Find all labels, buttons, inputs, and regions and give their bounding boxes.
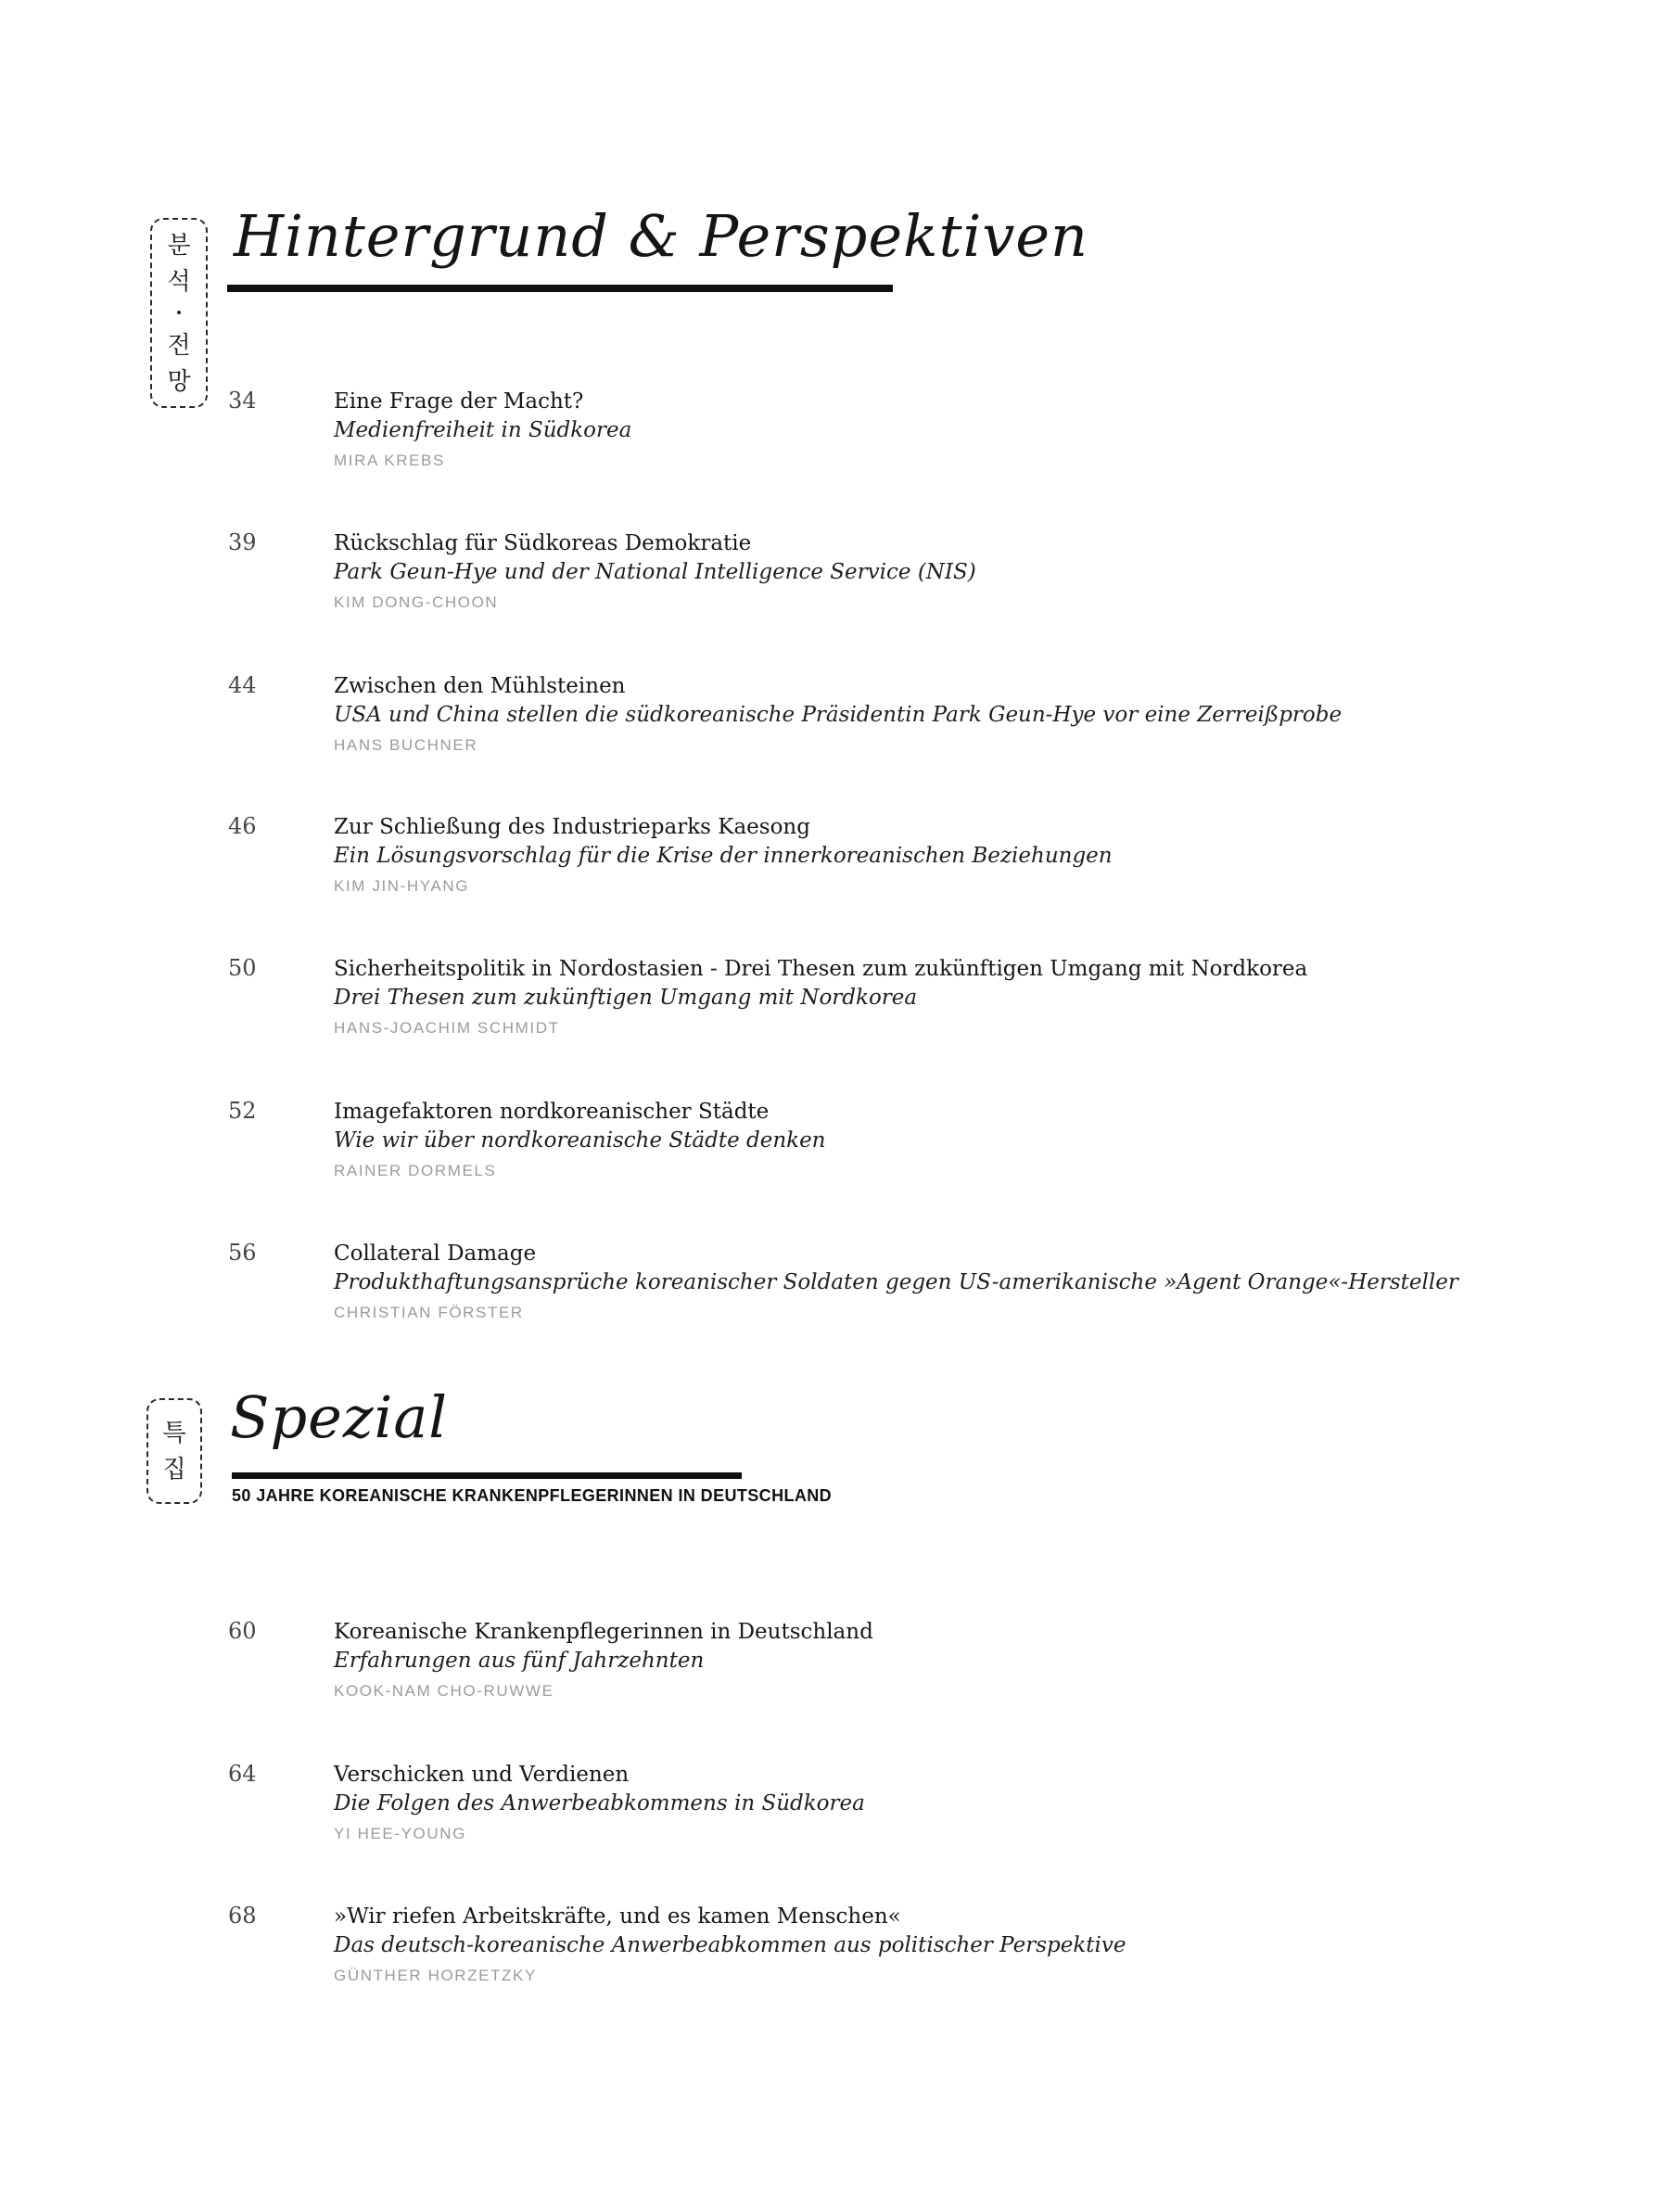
entry-content <box>334 388 1428 470</box>
entry-title: Zur Schließung des Industrieparks Kaesong <box>334 815 810 839</box>
korean-char: 분 <box>167 230 191 259</box>
entry-content <box>334 955 1428 1038</box>
entry-subtitle: Park Geun-Hye und der National Intelligence Service (NIS) <box>334 560 976 584</box>
entry-content <box>334 1903 1428 1985</box>
entry-subtitle: Drei Thesen zum zukünftigen Umgang mit Nordkorea <box>334 986 918 1010</box>
entry-author: CHRISTIAN FÖRSTER <box>334 1304 524 1321</box>
entry-subtitle: Das deutsch-koreanische Anwerbeabkommen aus politischer Perspektive <box>334 1933 1126 1957</box>
entry-title: Imagefaktoren nordkoreanischer Städte <box>334 1100 770 1124</box>
korean-tab-analysis-outlook <box>150 218 208 408</box>
section-rule <box>227 285 893 292</box>
page-number: 68 <box>228 1903 257 1929</box>
entry-subtitle: Erfahrungen aus fünf Jahrzehnten <box>334 1649 705 1673</box>
section-rule <box>232 1472 742 1479</box>
korean-char: 전 <box>167 330 191 359</box>
entry-author: GÜNTHER HORZETZKY <box>334 1967 537 1984</box>
entry-content <box>334 529 1428 612</box>
page-number: 39 <box>228 529 257 555</box>
page-number: 50 <box>228 955 257 981</box>
entry-content <box>334 672 1428 755</box>
page-number: 56 <box>228 1240 257 1266</box>
korean-char: 집 <box>162 1455 186 1483</box>
page-number: 44 <box>228 672 257 698</box>
korean-char: 망 <box>167 366 191 395</box>
korean-separator-dot: • <box>176 304 182 321</box>
korean-tab-special <box>146 1398 202 1504</box>
entry-subtitle: USA und China stellen die südkoreanische Präsidentin Park Geun-Hye vor eine Zerreißprobe <box>334 703 1343 727</box>
entry-subtitle: Wie wir über nordkoreanische Städte denken <box>334 1128 826 1153</box>
page-number: 34 <box>228 388 257 414</box>
page-number: 64 <box>228 1761 257 1787</box>
entry-content <box>334 1761 1428 1843</box>
entry-title: Koreanische Krankenpflegerinnen in Deutschland <box>334 1620 873 1644</box>
page-number: 52 <box>228 1098 257 1124</box>
entry-author: HANS-JOACHIM SCHMIDT <box>334 1019 560 1037</box>
entry-title: Verschicken und Verdienen <box>334 1763 630 1787</box>
entry-content <box>334 1240 1458 1322</box>
entry-title: Collateral Damage <box>334 1242 537 1266</box>
entry-title: Sicherheitspolitik in Nordostasien - Drei Thesen zum zukünftigen Umgang mit Nordkorea <box>334 957 1308 981</box>
korean-char: 특 <box>162 1419 186 1446</box>
entry-subtitle: Medienfreiheit in Südkorea <box>334 418 632 442</box>
entry-content <box>334 813 1428 896</box>
entry-subtitle: Die Folgen des Anwerbeabkommens in Südkorea <box>334 1791 865 1815</box>
entry-author: KOOK-NAM CHO-RUWWE <box>334 1682 554 1700</box>
page-number: 46 <box>228 813 257 839</box>
entry-author: RAINER DORMELS <box>334 1162 497 1179</box>
entry-author: HANS BUCHNER <box>334 736 478 754</box>
section-subtitle-spezial: 50 JAHRE KOREANISCHE KRANKENPFLEGERINNEN IN DEUTSCHLAND <box>232 1486 833 1505</box>
entry-author: KIM DONG-CHOON <box>334 593 499 611</box>
korean-char: 석 <box>167 266 191 295</box>
entry-title: »Wir riefen Arbeitskräfte, und es kamen Menschen« <box>334 1904 901 1929</box>
entry-title: Eine Frage der Macht? <box>334 389 584 414</box>
entry-content <box>334 1098 1428 1180</box>
entry-author: KIM JIN-HYANG <box>334 877 470 895</box>
section-title-hintergrund: Hintergrund & Perspektiven <box>234 202 1088 270</box>
entry-title: Rückschlag für Südkoreas Demokratie <box>334 531 752 555</box>
entry-subtitle: Ein Lösungsvorschlag für die Krise der innerkoreanischen Beziehungen <box>334 844 1113 868</box>
page-number: 60 <box>228 1618 257 1644</box>
entry-subtitle: Produkthaftungsansprüche koreanischer Soldaten gegen US-amerikanische »Agent Orange«-Hersteller <box>334 1270 1458 1294</box>
entry-content <box>334 1618 1428 1701</box>
entry-author: MIRA KREBS <box>334 452 445 469</box>
entry-author: YI HEE-YOUNG <box>334 1825 466 1842</box>
section-title-spezial: Spezial <box>230 1383 449 1451</box>
entry-title: Zwischen den Mühlsteinen <box>334 674 626 698</box>
